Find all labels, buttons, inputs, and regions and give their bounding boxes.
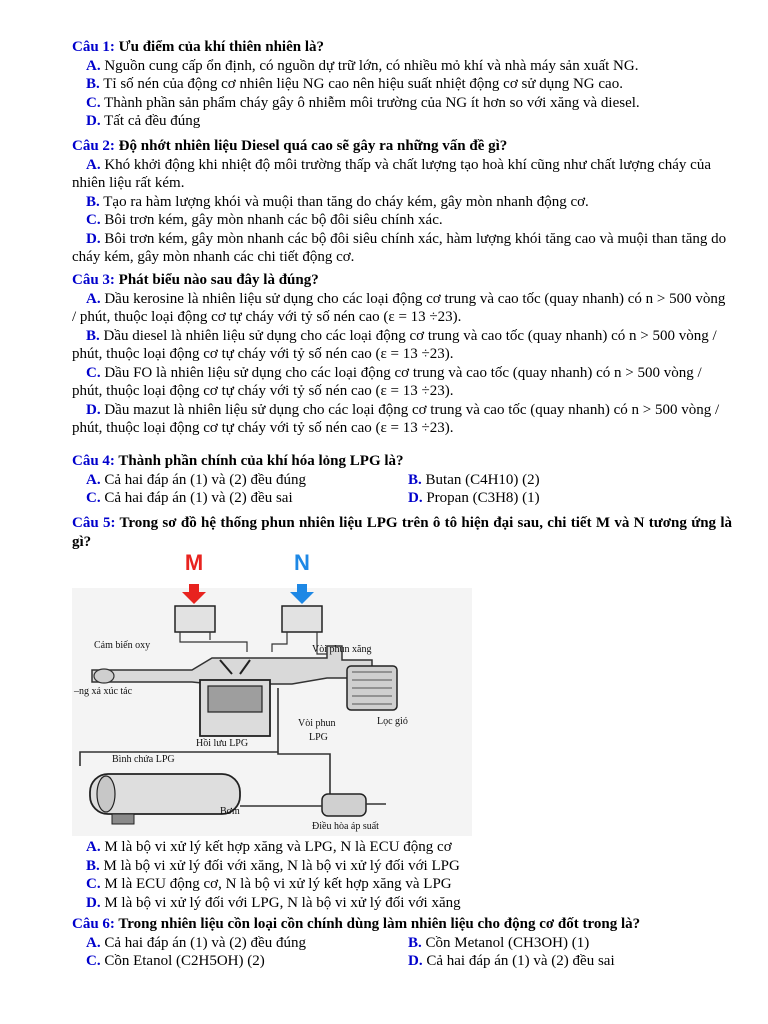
option-c — [72, 489, 408, 508]
option-text: Cả hai đáp án (1) và (2) đều sai — [104, 490, 293, 506]
option-text: Tất cả đều đúng — [104, 113, 201, 129]
piston — [208, 686, 262, 712]
lpg-system-diagram — [72, 548, 472, 836]
question-5 — [72, 514, 732, 551]
option-text: M là bộ vi xử lý kết hợp xăng và LPG, N là ECU động cơ — [104, 839, 452, 855]
option-text: Dầu mazut là nhiên liệu sử dụng cho các loại động cơ trung và cao tốc (quay nhanh) có n > 500 vòng / phút, thuộc loại động cơ tự cháy với tỷ số nén cao (ε = 13 ÷23). — [72, 401, 720, 436]
option-d — [408, 952, 615, 971]
question-text: Độ nhớt nhiên liệu Diesel quá cao sẽ gây ra những vấn đề gì? — [118, 138, 508, 154]
label-m: M — [184, 550, 204, 575]
label-gasoline-injector: Vòi phun xăng — [312, 644, 372, 655]
option-d — [72, 112, 732, 131]
option-c — [72, 952, 408, 971]
option-a — [72, 57, 732, 76]
options-row-1 — [72, 934, 732, 953]
question-5-header — [72, 514, 732, 551]
label-lpg-return: Hồi lưu LPG — [196, 738, 249, 749]
option-text: Butan (C4H10) (2) — [425, 471, 540, 488]
question-number: Câu 3: — [72, 272, 115, 288]
option-text: Nguồn cung cấp ổn định, có nguồn dự trữ lớn, có nhiều mỏ khí và nhà máy sản xuất NG. — [104, 57, 639, 74]
option-a — [72, 290, 732, 327]
question-1-header — [72, 38, 732, 57]
option-text: Cả hai đáp án (1) và (2) đều đúng — [104, 471, 306, 488]
label-air-filter: Lọc gió — [377, 716, 408, 727]
option-letter: C. — [86, 212, 101, 228]
label-pressure-regulator: Điều hòa áp suất — [312, 821, 379, 832]
pump-body — [112, 814, 134, 824]
option-b — [72, 193, 732, 212]
options-row-2 — [72, 952, 732, 971]
option-a — [72, 471, 408, 490]
option-letter: A. — [86, 934, 101, 951]
option-text: Cồn Etanol (C2H5OH) (2) — [104, 953, 265, 969]
pressure-regulator-body — [322, 794, 366, 816]
option-text: Tỉ số nén của động cơ nhiên liệu NG cao nên hiệu suất nhiệt động cơ sử dụng NG cao. — [103, 76, 623, 92]
option-a — [72, 838, 732, 857]
option-letter: B. — [408, 934, 422, 951]
diagram-svg — [72, 548, 472, 836]
option-letter: C. — [86, 490, 101, 506]
option-text: M là ECU động cơ, N là bộ vi xử lý kết hợp xăng và LPG — [104, 876, 452, 892]
option-c — [72, 94, 732, 113]
option-b — [72, 75, 732, 94]
question-6 — [72, 915, 732, 971]
option-b — [72, 327, 732, 364]
option-text: Cồn Metanol (CH3OH) (1) — [425, 934, 590, 951]
question-3 — [72, 271, 732, 438]
option-letter: B. — [86, 857, 100, 874]
option-letter: B. — [86, 76, 100, 92]
question-2 — [72, 137, 732, 267]
question-number: Câu 5: — [72, 515, 116, 531]
question-number: Câu 2: — [72, 138, 115, 154]
option-text: Bôi trơn kém, gây mòn nhanh các bộ đôi siêu chính xác, hàm lượng khói tăng cao và muội than tăng do cháy kém, gây mòn nhanh các chi tiết động cơ. — [72, 230, 727, 265]
option-text: Tạo ra hàm lượng khói và muội than tăng do cháy kém, gây mòn nhanh động cơ. — [103, 193, 589, 210]
option-letter: D. — [86, 113, 101, 129]
option-letter: C. — [86, 953, 101, 969]
option-letter: D. — [86, 401, 101, 418]
option-text: Bôi trơn kém, gây mòn nhanh các bộ đôi siêu chính xác. — [104, 212, 443, 228]
option-c — [72, 364, 732, 401]
question-text: Ưu điểm của khí thiên nhiên là? — [118, 39, 324, 55]
option-letter: B. — [408, 471, 422, 488]
option-letter: C. — [86, 876, 101, 892]
question-6-header — [72, 915, 732, 934]
option-letter: B. — [86, 193, 100, 210]
label-pump: Bơm — [220, 806, 240, 817]
lpg-tank-end — [97, 776, 115, 812]
option-d — [72, 230, 732, 267]
option-letter: A. — [86, 57, 101, 74]
option-d — [72, 401, 732, 438]
option-text: M là bộ vi xử lý đối với LPG, N là bộ vi xử lý đối với xăng — [104, 894, 461, 911]
option-letter: D. — [86, 894, 101, 911]
option-letter: B. — [86, 327, 100, 344]
option-letter: D. — [86, 230, 101, 247]
option-text: Cả hai đáp án (1) và (2) đều đúng — [104, 934, 306, 951]
option-a — [72, 156, 732, 193]
question-number: Câu 4: — [72, 453, 115, 469]
option-letter: D. — [408, 490, 423, 506]
label-catalyst: –ng xả xúc tác — [74, 686, 133, 697]
question-text: Trong sơ đồ hệ thống phun nhiên liệu LPG trên ô tô hiện đại sau, chi tiết M và N tương ứng là gì? — [72, 515, 733, 550]
option-b — [408, 471, 540, 490]
processor-n-box — [282, 606, 322, 632]
question-text: Phát biểu nào sau đây là đúng? — [118, 272, 319, 288]
question-3-header — [72, 271, 732, 290]
option-letter: D. — [408, 953, 423, 969]
question-number: Câu 1: — [72, 39, 115, 55]
option-letter: A. — [86, 290, 101, 307]
question-4-header — [72, 452, 732, 471]
option-letter: A. — [86, 471, 101, 488]
options-row-1 — [72, 471, 732, 490]
option-text: Cả hai đáp án (1) và (2) đều sai — [426, 953, 615, 969]
option-letter: C. — [86, 364, 101, 381]
option-c — [72, 211, 732, 230]
option-c — [72, 875, 732, 894]
question-2-header — [72, 137, 732, 156]
option-a — [72, 934, 408, 953]
label-oxy-sensor: Cảm biến oxy — [94, 640, 151, 651]
question-number: Câu 6: — [72, 916, 115, 932]
option-text: Dầu FO là nhiên liệu sử dụng cho các loại động cơ trung và cao tốc (quay nhanh) có n > 500 vòng / phút, thuộc loại động cơ tự cháy với tỷ số nén cao (ε = 13 ÷23). — [72, 364, 702, 399]
option-text: Thành phần sản phẩm cháy gây ô nhiễm môi trường của NG ít hơn so với xăng và diesel. — [104, 94, 640, 111]
option-text: Khó khởi động khi nhiệt độ môi trường thấp và chất lượng tạo hoà khí cũng như chất lượng cháy của nhiên liệu rất kém. — [72, 156, 711, 191]
option-letter: A. — [86, 156, 101, 173]
question-text: Trong nhiên liệu cồn loại cồn chính dùng làm nhiên liệu cho động cơ đốt trong là? — [118, 916, 641, 932]
option-d — [408, 489, 540, 508]
option-text: Dầu diesel là nhiên liệu sử dụng cho các loại động cơ trung và cao tốc (quay nhanh) có n > 500 vòng / phút, thuộc loại động cơ tự cháy với tỷ số nén cao (ε = 13 ÷23). — [72, 327, 717, 362]
option-d — [72, 894, 732, 913]
label-n: N — [294, 550, 310, 575]
question-5-options — [72, 838, 732, 912]
option-text: Propan (C3H8) (1) — [426, 490, 540, 506]
options-row-2 — [72, 489, 732, 508]
label-lpg-tank: Bình chứa LPG — [112, 754, 175, 765]
option-letter: A. — [86, 839, 101, 855]
option-b — [408, 934, 589, 953]
question-4 — [72, 452, 732, 508]
label-lpg-injector-line2: LPG — [309, 732, 328, 743]
question-1 — [72, 38, 732, 131]
option-text: Dầu kerosine là nhiên liệu sử dụng cho các loại động cơ trung và cao tốc (quay nhanh) có n > 500 vòng / phút, thuộc loại động cơ tự cháy với tỷ số nén cao (ε = 13 ÷23). — [72, 290, 726, 325]
option-text: M là bộ vi xử lý đối với xăng, N là bộ vi xử lý đối với LPG — [103, 857, 460, 874]
processor-m-box — [175, 606, 215, 632]
option-b — [72, 857, 732, 876]
option-letter: C. — [86, 94, 101, 111]
catalyst-body — [94, 669, 114, 683]
question-text: Thành phần chính của khí hóa lỏng LPG là? — [118, 453, 404, 469]
label-lpg-injector-line1: Vòi phun — [298, 718, 336, 729]
